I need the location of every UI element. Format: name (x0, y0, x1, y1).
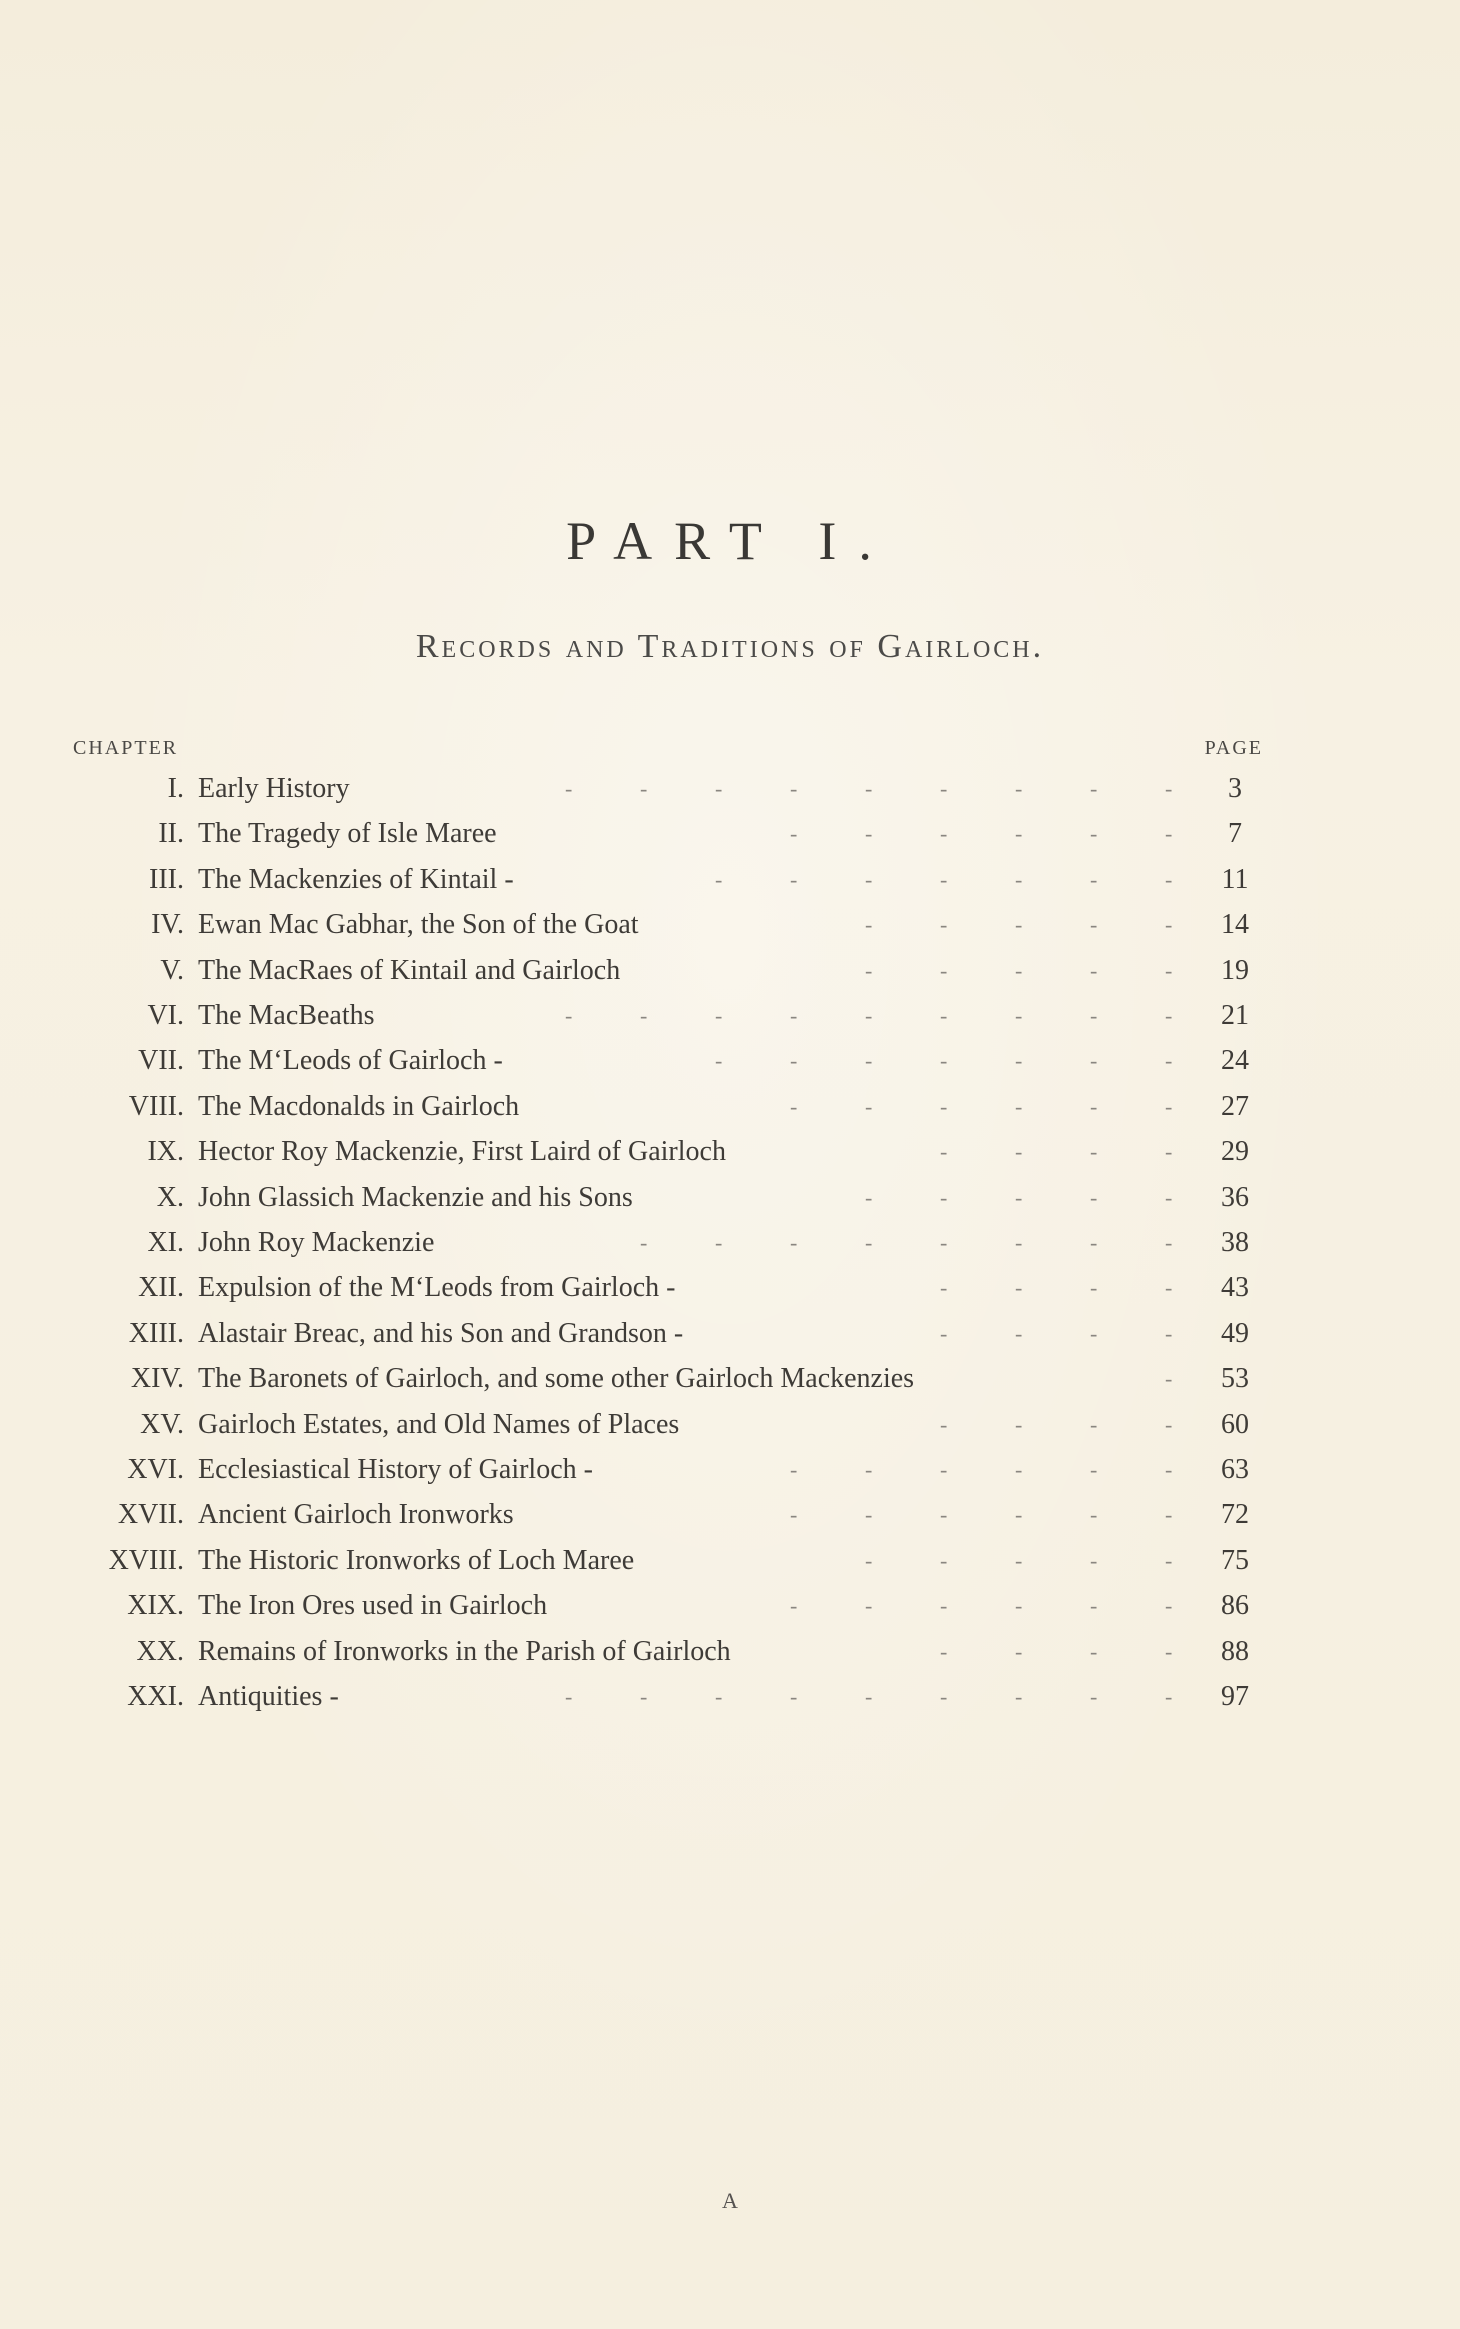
chapter-title: The MacRaes of Kintail and Gairloch (198, 954, 621, 986)
toc-entry (0, 1175, 1460, 1220)
dot-leader: - - - - - - (790, 1093, 1173, 1119)
page-number: 38 (1221, 1227, 1249, 1258)
page-number: 19 (1221, 954, 1249, 986)
toc-entry (0, 993, 1460, 1038)
dot-leader: - - - - - - - - - (565, 1684, 1173, 1709)
toc-entry (0, 1084, 1460, 1129)
chapter-number: IX. (147, 1136, 184, 1168)
dot-leader: - - - - - - (790, 1502, 1173, 1528)
dot-leader: - - - - (940, 1411, 1173, 1437)
dot-leader: - - - - - - (790, 821, 1173, 847)
dot-leader: - - - - (940, 1638, 1173, 1664)
chapter-number: VI. (147, 1000, 184, 1031)
page-column-heading: PAGE (1204, 737, 1263, 759)
signature-mark: A (722, 2188, 738, 2213)
chapter-title: Alastair Breac, and his Son and Grandson - (198, 1317, 684, 1349)
page-number: 60 (1221, 1408, 1249, 1440)
chapter-title: Ancient Gairloch Ironworks (198, 1499, 514, 1531)
chapter-title: The Macdonalds in Gairloch (198, 1090, 520, 1122)
toc-entry (0, 811, 1460, 856)
page-number: 27 (1221, 1090, 1249, 1122)
chapter-number: IV. (151, 909, 184, 941)
page-number: 53 (1221, 1363, 1249, 1395)
chapter-title: The Mackenzies of Kintail - (198, 863, 514, 895)
chapter-number: VII. (138, 1045, 184, 1077)
chapter-title: The Baronets of Gairloch, and some other Gairloch Mackenzies (198, 1363, 915, 1395)
dot-leader: - - - - - (865, 1547, 1173, 1573)
chapter-title: Early History (198, 773, 350, 804)
chapter-title: Hector Roy Mackenzie, First Laird of Gairloch (198, 1136, 726, 1168)
dot-leader: - - - - (940, 1320, 1173, 1346)
dot-leader: - - - - - - - - - (565, 1003, 1173, 1028)
chapter-number: XVI. (127, 1454, 184, 1485)
dot-leader: - - - - - (865, 912, 1173, 938)
dot-leader: - - - - - - (790, 1593, 1173, 1619)
page-number: 14 (1221, 909, 1249, 941)
chapter-number: XIII. (128, 1317, 184, 1349)
chapter-title: Ewan Mac Gabhar, the Son of the Goat (198, 909, 639, 941)
chapter-title: Remains of Ironworks in the Parish of Gairloch (198, 1635, 731, 1667)
dot-leader: - (1165, 1366, 1173, 1392)
chapter-title: Gairloch Estates, and Old Names of Places (198, 1408, 680, 1440)
chapter-title: The Tragedy of Isle Maree (198, 818, 497, 850)
toc-entry (0, 857, 1460, 902)
chapter-number: III. (149, 863, 184, 895)
chapter-number: X. (156, 1181, 184, 1213)
chapter-title: The Iron Ores used in Gairloch (198, 1590, 548, 1622)
chapter-title: Ecclesiastical History of Gairloch - (198, 1454, 593, 1485)
chapter-number: I. (167, 773, 184, 804)
toc-entry (0, 1538, 1460, 1583)
chapter-title: The Historic Ironworks of Loch Maree (198, 1544, 635, 1576)
chapter-number: V. (160, 954, 184, 986)
chapter-number: XX. (136, 1635, 184, 1667)
chapter-number: II. (158, 818, 184, 850)
chapter-title: The M‘Leods of Gairloch - (198, 1045, 503, 1077)
chapter-number: XIX. (127, 1590, 184, 1622)
page-number: 29 (1221, 1136, 1249, 1168)
toc-entry (0, 1402, 1460, 1447)
toc-entry (0, 1356, 1460, 1401)
chapter-number: XI. (147, 1227, 184, 1258)
dot-leader: - - - - - (865, 1184, 1173, 1210)
page-number: 49 (1221, 1317, 1249, 1349)
chapter-number: XIV. (130, 1363, 184, 1395)
chapter-number: XVIII. (108, 1544, 184, 1576)
chapter-number: VIII. (128, 1090, 184, 1122)
chapter-number: XXI. (127, 1681, 184, 1712)
page-number: 3 (1228, 773, 1242, 804)
toc-entry (0, 1038, 1460, 1083)
page-number: 43 (1221, 1272, 1249, 1304)
chapter-number: XII. (138, 1272, 184, 1304)
toc-entry (0, 766, 1460, 811)
chapter-column-heading: CHAPTER (73, 737, 179, 759)
chapter-number: XVII. (117, 1499, 184, 1531)
dot-leader: - - - - (940, 1139, 1173, 1165)
dot-leader: - - - - - (865, 957, 1173, 983)
page-number: 88 (1221, 1635, 1249, 1667)
toc-entry (0, 1583, 1460, 1628)
toc-entry (0, 1220, 1460, 1265)
toc-entry (0, 1129, 1460, 1174)
dot-leader: - - - - - - - - (640, 1230, 1173, 1255)
page-number: 7 (1228, 818, 1242, 850)
dot-leader: - - - - - - - (715, 1048, 1173, 1074)
toc-entry (0, 1265, 1460, 1310)
toc-entry (0, 1447, 1460, 1492)
part-subtitle: Records and Traditions of Gairloch. (415, 628, 1045, 665)
chapter-title: The MacBeaths (198, 1000, 375, 1031)
toc-entry (0, 902, 1460, 947)
page-number: 24 (1221, 1045, 1249, 1077)
dot-leader: - - - - - - - - - (565, 776, 1173, 801)
chapter-number: XV. (140, 1408, 184, 1440)
chapter-title: John Glassich Mackenzie and his Sons (198, 1181, 633, 1213)
page-number: 72 (1221, 1499, 1249, 1531)
toc-entry (0, 1674, 1460, 1719)
page-number: 75 (1221, 1544, 1249, 1576)
page-number: 36 (1221, 1181, 1249, 1213)
dot-leader: - - - - - - (790, 1457, 1173, 1482)
dot-leader: - - - - (940, 1275, 1173, 1301)
show-through-texture (60, 90, 1240, 550)
toc-entry (0, 1311, 1460, 1356)
part-title: PART I. (566, 511, 894, 571)
page-number: 97 (1221, 1681, 1249, 1712)
chapter-title: Antiquities - (198, 1681, 339, 1712)
toc-entry (0, 1492, 1460, 1537)
page-number: 21 (1221, 1000, 1249, 1031)
chapter-title: John Roy Mackenzie (198, 1227, 435, 1258)
chapter-title: Expulsion of the M‘Leods from Gairloch - (198, 1272, 676, 1304)
dot-leader: - - - - - - - (715, 866, 1173, 892)
toc-entry (0, 1629, 1460, 1674)
page-number: 63 (1221, 1454, 1249, 1485)
toc-entry (0, 948, 1460, 993)
page-number: 11 (1221, 863, 1249, 895)
page-number: 86 (1221, 1590, 1249, 1622)
